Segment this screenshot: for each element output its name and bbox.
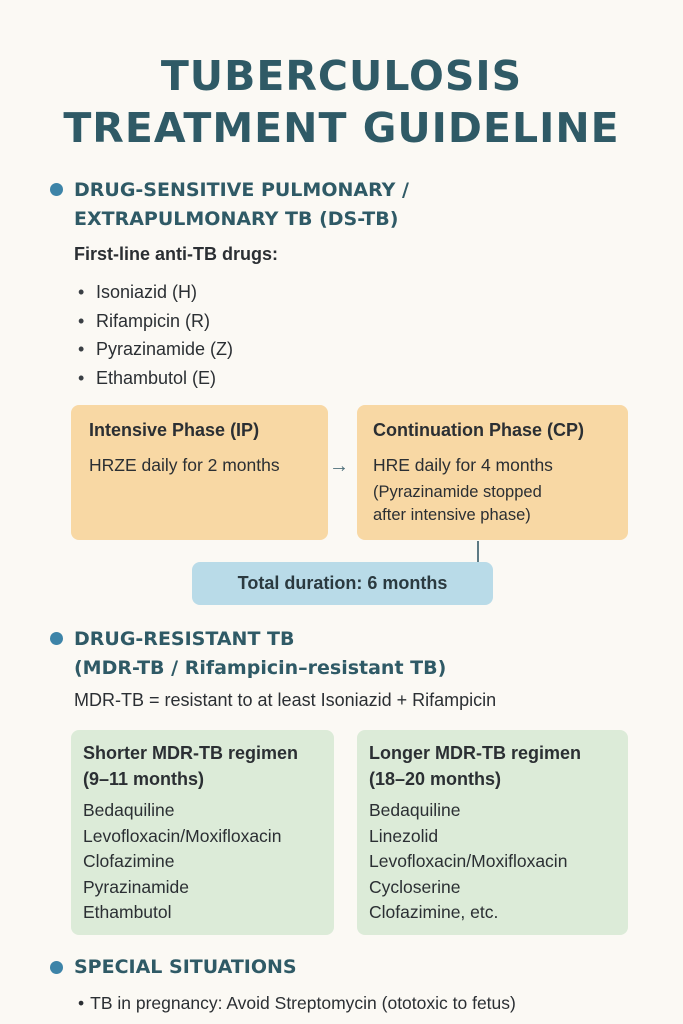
regimen-drug: Levofloxacin/Moxifloxacin: [83, 825, 282, 846]
dr-tb-heading: [74, 625, 446, 683]
regimen-drug: Bedaquiline: [83, 800, 175, 820]
intensive-phase-text: HRZE daily for 2 months: [89, 455, 280, 475]
continuation-phase-text: HRE daily for 4 months: [373, 455, 553, 475]
regimen-drug: Bedaquiline: [369, 800, 461, 820]
section-bullet-icon: [50, 183, 63, 196]
mdr-tb-definition: MDR-TB = resistant to at least Isoniazid + Rifampicin: [74, 690, 497, 710]
regimen-drug: Pyrazinamide: [83, 876, 190, 897]
first-line-subheading: First-line anti-TB drugs:: [74, 244, 278, 264]
regimen-drug: Levofloxacin/Moxifloxacin: [369, 851, 568, 871]
section-bullet-icon: [50, 632, 63, 645]
title-line-1: TUBERCULOSIS: [160, 52, 523, 100]
intensive-phase-title: Intensive Phase (IP): [89, 420, 260, 440]
regimen-drug: Cycloserine: [369, 876, 461, 897]
section-bullet-icon: [50, 961, 63, 974]
continuation-phase-note-line-2: after intensive phase): [373, 505, 531, 524]
shorter-regimen-title-line-2: (9–11 months): [83, 769, 205, 789]
first-line-drug-list: [78, 278, 233, 392]
regimen-drug: Clofazimine, etc.: [369, 902, 499, 922]
longer-regimen-title-line-2: (18–20 months): [369, 769, 502, 789]
connector-line: [477, 541, 479, 563]
arrow-right-icon: →: [329, 455, 349, 477]
drug-item: • Rifampicin (R): [78, 307, 233, 336]
ds-tb-heading-line-2: EXTRAPULMONARY TB (DS-TB): [74, 208, 399, 230]
drug-item: • Pyrazinamide (Z): [78, 335, 233, 364]
regimen-drug: Clofazimine: [83, 851, 175, 871]
page-title: [0, 50, 683, 154]
longer-regimen-drug-list: [369, 798, 581, 926]
continuation-phase-box: [357, 405, 628, 540]
shorter-regimen-box: [71, 730, 334, 935]
total-duration-box: Total duration: 6 months: [192, 562, 493, 605]
continuation-phase-note-line-1: (Pyrazinamide stopped: [373, 482, 542, 501]
continuation-phase-title: Continuation Phase (CP): [373, 420, 584, 440]
ds-tb-heading: [74, 176, 409, 234]
drug-item: • Ethambutol (E): [78, 364, 233, 393]
ds-tb-heading-line-1: DRUG-SENSITIVE PULMONARY /: [74, 179, 409, 201]
title-line-2: TREATMENT GUIDELINE: [63, 104, 620, 152]
dr-tb-heading-line-2: (MDR-TB / Rifampicin–resistant TB): [74, 657, 447, 679]
special-situations-heading: SPECIAL SITUATIONS: [74, 956, 297, 978]
drug-item: • Isoniazid (H): [78, 278, 233, 307]
shorter-regimen-drug-list: [83, 798, 298, 926]
longer-regimen-box: [357, 730, 628, 935]
regimen-drug: Linezolid: [369, 825, 439, 846]
shorter-regimen-title-line-1: Shorter MDR-TB regimen: [83, 743, 299, 763]
longer-regimen-title-line-1: Longer MDR-TB regimen: [369, 743, 582, 763]
dr-tb-heading-line-1: DRUG-RESISTANT TB: [74, 628, 295, 650]
intensive-phase-box: [71, 405, 328, 540]
regimen-drug: Ethambutol: [83, 902, 172, 922]
special-situation-item: • TB in pregnancy: Avoid Streptomycin (ototoxic to fetus): [78, 993, 516, 1014]
